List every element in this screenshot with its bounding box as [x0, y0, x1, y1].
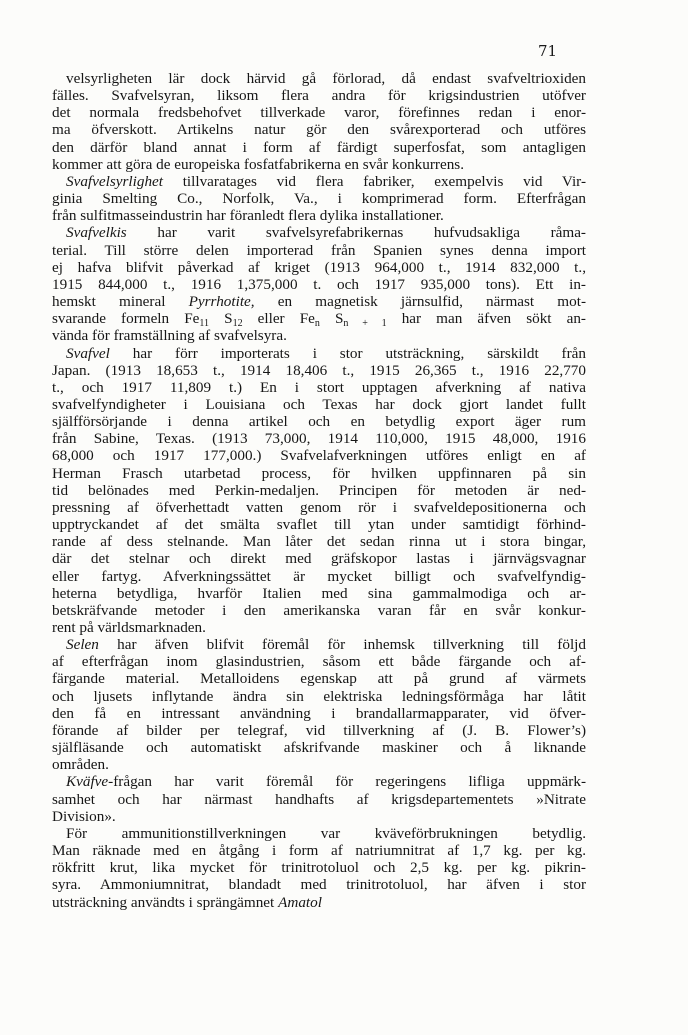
text-line: [52, 825, 586, 842]
text-line: [52, 688, 586, 705]
text-segment: ma öfverskott. Artikelns natur gör den svårexporterad och utföres: [52, 121, 586, 139]
italic-term: Kväfve: [66, 773, 109, 791]
paragraph-p3: [52, 224, 586, 344]
text-line: [52, 636, 586, 653]
text-line: [52, 156, 586, 173]
text-line: [52, 70, 586, 87]
text-segment: Japan. (1913 18,653 t., 1914 18,406 t., 1915 26,365 t., 1916 22,770: [52, 361, 586, 379]
text-segment: förande af bilder per telegraf, vid tillverkning af (J. B. Flower’s): [52, 721, 586, 739]
text-line: [52, 602, 586, 619]
text-segment: från sulfitmasseindustrin har föranledt flera dylika installationer.: [52, 207, 444, 225]
text-segment: tid belönades med Perkin-medaljen. Principen för metoden är ned-: [52, 481, 586, 499]
text-segment: velsyrligheten lär dock härvid gå förlorad, då endast svafveltrioxiden: [66, 70, 586, 87]
italic-term: Selen: [66, 636, 99, 654]
text-segment: eller fartyg. Afverkningssättet är mycket billigt och svafvelfyndig-: [52, 567, 586, 585]
text-segment: 1915 844,000 t., 1916 1,375,000 t. och 1917 935,000 tons). Ett in-: [52, 275, 586, 293]
text-line: [52, 224, 586, 241]
text-segment: den få en intressant användning i brandallarmapparater, vid öfver-: [52, 704, 586, 722]
text-segment: har varit svafvelsyrefabrikernas hufvudsakliga råma-: [126, 224, 586, 242]
formula-subscript: 12: [232, 318, 243, 330]
text-line: [52, 533, 586, 550]
text-line: [52, 894, 586, 911]
text-segment: kommer att göra de europeiska fosfatfabrikerna en svår konkurrens.: [52, 155, 465, 173]
text-line: [52, 139, 586, 156]
text-segment: tillvaratages vid flera fabriker, exempelvis vid Vir-: [163, 172, 586, 190]
text-segment: det normala fredsbehofvet tillverkade varor, förefinnes redan i enor-: [52, 104, 586, 122]
text-line: [52, 859, 586, 876]
text-segment: där det stelnar och direkt med gräfskopor lastas i järnvägsvagnar: [52, 550, 586, 568]
text-segment: upptryckandet af det smälta svaflet till ytan under samtidigt förhind-: [52, 516, 586, 534]
text-line: [52, 516, 586, 533]
text-line: [52, 362, 586, 379]
text-line: [52, 276, 586, 293]
text-line: [52, 87, 586, 104]
text-line: [52, 121, 586, 138]
text-segment: en magnetisk järnsulfid, närmast mot-: [254, 293, 586, 311]
text-line: [52, 430, 586, 447]
text-line: [52, 842, 586, 859]
paragraph-p5: [52, 636, 586, 773]
italic-term: Amatol: [278, 893, 322, 911]
text-line: [52, 619, 586, 636]
text-line: [52, 242, 586, 259]
text-segment: från Sabine, Texas. (1913 73,000, 1914 110,000, 1915 48,000, 1916: [52, 430, 586, 448]
text-line: [52, 465, 586, 482]
text-segment: har man äfven sökt an-: [386, 310, 586, 328]
text-segment: -frågan har varit föremål för regeringens lifliga uppmärk-: [108, 773, 586, 791]
italic-term: Svafvelkis: [66, 224, 127, 242]
text-line: [52, 327, 586, 344]
text-segment: svarande formeln Fe: [52, 310, 200, 328]
text-line: [52, 499, 586, 516]
paragraph-p1: [52, 70, 586, 173]
text-segment: svafvelfyndigheter i Louisiana och Texas har dock gjort landet fullt: [52, 395, 586, 413]
text-segment: Herman Frasch utarbetad process, för hvilken uppfinnaren på sin: [52, 464, 586, 482]
text-line: [52, 379, 586, 396]
text-segment: fälles. Svafvelsyran, liksom flera andra för krigsindustrien utöfver: [52, 87, 586, 105]
text-segment: syra. Ammoniumnitrat, blandadt med trinitrotoluol, har äfven i stor: [52, 876, 586, 894]
text-segment: hemskt mineral: [52, 293, 189, 311]
text-line: [52, 773, 586, 790]
text-line: [52, 447, 586, 464]
text-segment: rent på världsmarknaden.: [52, 619, 206, 636]
formula-subscript: 11: [199, 318, 210, 330]
text-line: [52, 396, 586, 413]
text-segment: färgande material. Metalloidens egenskap att på grund af värmets: [52, 670, 586, 688]
text-line: [52, 259, 586, 276]
text-segment: eller Fe: [242, 310, 315, 328]
paragraph-p4: [52, 345, 586, 637]
text-segment: själfförsörjande i denna artikel och en betydlig export äger rum: [52, 413, 586, 431]
text-segment: har förr importerats i stor utsträckning, särskildt från: [109, 344, 586, 362]
text-line: [52, 756, 586, 773]
text-segment: t., och 1917 11,809 t.) En i stort upptagen afverkning af nativa: [52, 378, 586, 396]
text-segment: vända för framställning af svafvelsyra.: [52, 327, 287, 345]
page-number: 71: [538, 42, 558, 60]
text-segment: pressning af öfverhettadt vatten genom rör i svafveldepositionerna och: [52, 498, 586, 516]
text-segment: samhet och har närmast handhafts af krigsdepartementets »Nitrate: [52, 790, 586, 808]
text-line: [52, 413, 586, 430]
formula-subscript: n: [314, 318, 320, 330]
text-segment: områden.: [52, 756, 109, 774]
text-segment: rökfritt krut, lika mycket för trinitrotoluol och 2,5 kg. per kg. pikrin-: [52, 859, 586, 877]
text-line: [52, 670, 586, 687]
paragraph-p7: [52, 825, 586, 911]
text-line: [52, 550, 586, 567]
italic-term: Pyrrhotite,: [188, 293, 255, 311]
text-line: [52, 104, 586, 121]
text-line: [52, 722, 586, 739]
italic-term: Svafvelsyrlighet: [66, 172, 163, 190]
text-segment: Division».: [52, 807, 116, 825]
text-segment: och ljusets inflytande ändra sin elektriska ledningsförmåga har låtit: [52, 687, 586, 705]
text-line: [52, 808, 586, 825]
italic-term: Svafvel: [66, 344, 110, 362]
text-segment: den därför bland annat i form af färdigt superfosfat, som antagligen: [52, 138, 586, 156]
text-segment: af efterfrågan inom glasindustrien, såsom ett både färgande och af-: [52, 653, 586, 671]
body-text: [52, 70, 586, 911]
text-line: [52, 173, 586, 190]
paragraph-p2: [52, 173, 586, 224]
text-line: [52, 190, 586, 207]
text-segment: S: [319, 310, 344, 328]
text-segment: betskräfvande metoder i den amerikanska varan får en svår konkur-: [52, 601, 586, 619]
text-line: [52, 653, 586, 670]
text-segment: ej hafva blifvit påverkad af kriget (1913 964,000 t., 1914 832,000 t.,: [52, 258, 586, 276]
text-segment: har äfven blifvit föremål för inhemsk tillverkning till följd: [98, 636, 586, 654]
paragraph-p6: [52, 773, 586, 824]
text-segment: Man räknade med en åtgång i form af natriumnitrat af 1,7 kg. per kg.: [52, 842, 586, 860]
text-segment: heterna betydliga, hvarför Italien med sina gammalmodiga och ar-: [52, 584, 586, 602]
text-line: [52, 585, 586, 602]
text-segment: För ammunitionstillverkningen var kväveförbrukningen betydlig.: [66, 824, 586, 842]
text-line: [52, 791, 586, 808]
text-line: [52, 876, 586, 893]
text-line: [52, 568, 586, 585]
text-segment: själfläsande och automatiskt afskrifvande maskiner och å liknande: [52, 739, 586, 757]
text-segment: S: [209, 310, 233, 328]
text-segment: terial. Till större delen importerad från Spanien synes denna import: [52, 241, 586, 259]
text-line: [52, 705, 586, 722]
text-segment: utsträckning användts i sprängämnet: [52, 893, 279, 911]
formula-subscript: n + 1: [343, 318, 387, 330]
text-segment: 68,000 och 1917 177,000.) Svafvelafverkningen utföres enligt en af: [52, 447, 586, 465]
text-line: [52, 310, 586, 330]
text-line: [52, 482, 586, 499]
text-line: [52, 207, 586, 224]
text-segment: rande af dess stelnande. Man låter det sedan rinna ut i stora bingar,: [52, 533, 586, 551]
text-line: [52, 345, 586, 362]
text-line: [52, 739, 586, 756]
text-line: [52, 293, 586, 310]
text-segment: ginia Smelting Co., Norfolk, Va., i komprimerad form. Efterfrågan: [52, 190, 586, 208]
